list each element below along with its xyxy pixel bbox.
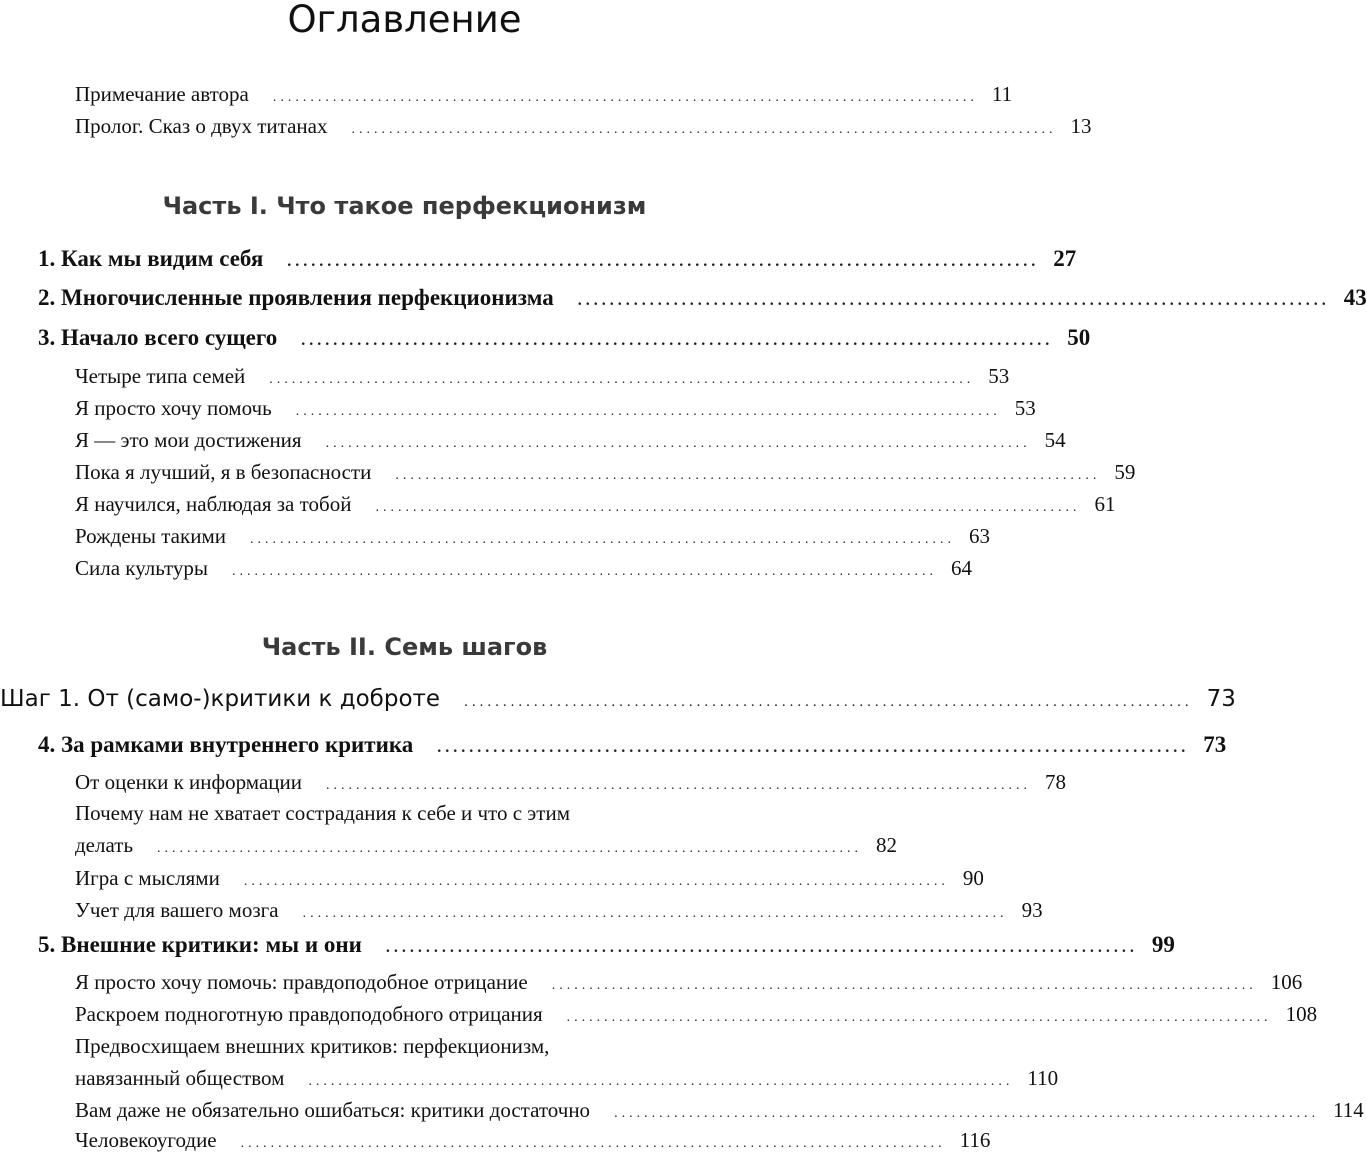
toc-section[interactable] [75,488,1116,520]
dot-leader: .............................................................................................. [308,1074,1014,1089]
page-title: Оглавление [287,0,522,41]
toc-chapter-5[interactable] [38,929,1175,961]
toc-section[interactable] [75,894,1043,926]
toc-entry-title: 4. За рамками внутреннего критика [38,732,414,757]
toc-entry-page: 50 [1067,325,1091,350]
toc-chapter-3[interactable] [38,322,1091,354]
toc-entry-title: Четыре типа семей [75,364,246,388]
dot-leader: .............................................................................................. [325,436,1031,451]
toc-entry-page: 27 [1053,246,1077,271]
toc-entry-title: Я научился, наблюдая за тобой [75,492,352,516]
part-heading-2: Часть II. Семь шагов [261,633,548,661]
dot-leader: .............................................................................................. [325,778,1031,793]
toc-section[interactable] [75,456,1136,488]
toc-section[interactable] [75,520,990,552]
toc-entry-page: 73 [1203,732,1227,757]
toc-entry-title: 2. Многочисленные проявления перфекционизма [38,285,554,310]
toc-entry-prologue[interactable] [75,110,1092,142]
toc-entry-title: делать [75,833,134,857]
toc-entry-title: Я просто хочу помочь: правдоподобное отрицание [75,970,528,994]
toc-entry-title: навязанный обществом [75,1066,285,1090]
toc-section[interactable] [75,966,1303,998]
toc-entry-author-note[interactable] [75,78,1013,110]
toc-entry-title: 3. Начало всего сущего [38,325,278,350]
dot-leader: .............................................................................................. [566,1010,1272,1025]
dot-leader: .............................................................................................. [577,292,1330,309]
toc-entry-page: 61 [1094,492,1116,516]
toc-section[interactable] [75,552,973,584]
toc-chapter-1[interactable] [38,243,1077,275]
dot-leader: .............................................................................................. [385,939,1138,956]
toc-entry-page: 13 [1070,114,1092,138]
toc-entry-page: 93 [1021,898,1043,922]
toc-entry-page: 78 [1044,770,1066,794]
toc-entry-page: 116 [959,1128,991,1152]
toc-section[interactable] [75,360,1010,392]
toc-section[interactable] [75,862,984,894]
toc-entry-title: Вам даже не обязательно ошибаться: критики достаточно [75,1098,591,1122]
toc-entry-title: Игра с мыслями [75,866,220,890]
toc-entry-page: 108 [1285,1002,1318,1026]
toc-entry-page: 106 [1270,970,1303,994]
dot-leader: .............................................................................................. [232,564,938,579]
toc-entry-page: 11 [991,82,1013,106]
toc-section[interactable] [75,829,898,861]
dot-leader: .............................................................................................. [243,874,949,889]
toc-step-1[interactable] [0,682,1236,714]
toc-entry-title: Человекоугодие [75,1128,217,1152]
dot-leader: .............................................................................................. [351,122,1057,137]
toc-entry-page: 53 [988,364,1010,388]
dot-leader: .............................................................................................. [375,500,1081,515]
dot-leader: .............................................................................................. [295,404,1001,419]
dot-leader: .............................................................................................. [437,739,1190,756]
toc-entry-title: Учет для вашего мозга [75,898,279,922]
dot-leader: .............................................................................................. [395,468,1101,483]
toc-section[interactable] [75,1094,1364,1126]
dot-leader: .............................................................................................. [240,1136,946,1151]
toc-entry-page: 99 [1151,932,1175,957]
toc-section-line[interactable]: Почему нам не хватает сострадания к себе и что с этим [75,801,570,825]
dot-leader: .............................................................................................. [551,978,1257,993]
toc-entry-title: 5. Внешние критики: мы и они [38,932,362,957]
toc-entry-page: 114 [1333,1098,1364,1122]
toc-section[interactable] [75,424,1066,456]
toc-entry-page: 63 [968,524,990,548]
dot-leader: .............................................................................................. [302,906,1008,921]
toc-entry-title: От оценки к информации [75,770,302,794]
toc-entry-title: Шаг 1. От (само-)критики к доброте [0,686,441,712]
toc-entry-title: Пролог. Сказ о двух титанах [75,114,328,138]
part-heading-1: Часть I. Что такое перфекционизм [162,192,647,220]
dot-leader: .............................................................................................. [157,841,863,856]
toc-section[interactable] [75,392,1036,424]
toc-entry-page: 110 [1027,1066,1059,1090]
toc-entry-page: 53 [1014,396,1036,420]
dot-leader: .............................................................................................. [287,253,1040,270]
toc-section[interactable] [75,1124,991,1156]
toc-entry-page: 59 [1114,460,1136,484]
toc-entry-title: Рождены такими [75,524,226,548]
toc-entry-title: Я — это мои достижения [75,428,302,452]
toc-entry-title: Примечание автора [75,82,249,106]
dot-leader: .............................................................................................. [249,532,955,547]
toc-section[interactable] [75,1062,1059,1094]
toc-entry-page: 82 [876,833,898,857]
toc-section-line[interactable]: Предвосхищаем внешних критиков: перфекционизм, [75,1034,550,1058]
dot-leader: .............................................................................................. [272,90,978,105]
toc-chapter-4[interactable] [38,729,1227,761]
toc-entry-title: Пока я лучший, я в безопасности [75,460,372,484]
toc-entry-page: 64 [951,556,973,580]
toc-entry-page: 54 [1044,428,1066,452]
toc-entry-title: Я просто хочу помочь [75,396,272,420]
toc-chapter-2[interactable] [38,282,1367,314]
dot-leader: .............................................................................................. [269,372,975,387]
dot-leader: .............................................................................................. [301,332,1054,349]
toc-entry-page: 90 [962,866,984,890]
dot-leader: .............................................................................................. [614,1106,1320,1121]
toc-entry-title: Сила культуры [75,556,209,580]
toc-section[interactable] [75,998,1318,1030]
toc-entry-title: Раскроем подноготную правдоподобного отрицания [75,1002,543,1026]
toc-entry-page: 43 [1343,285,1367,310]
dot-leader: .............................................................................................. [464,694,1193,710]
toc-entry-title: 1. Как мы видим себя [38,246,264,271]
toc-section[interactable] [75,766,1066,798]
toc-entry-page: 73 [1206,686,1236,712]
